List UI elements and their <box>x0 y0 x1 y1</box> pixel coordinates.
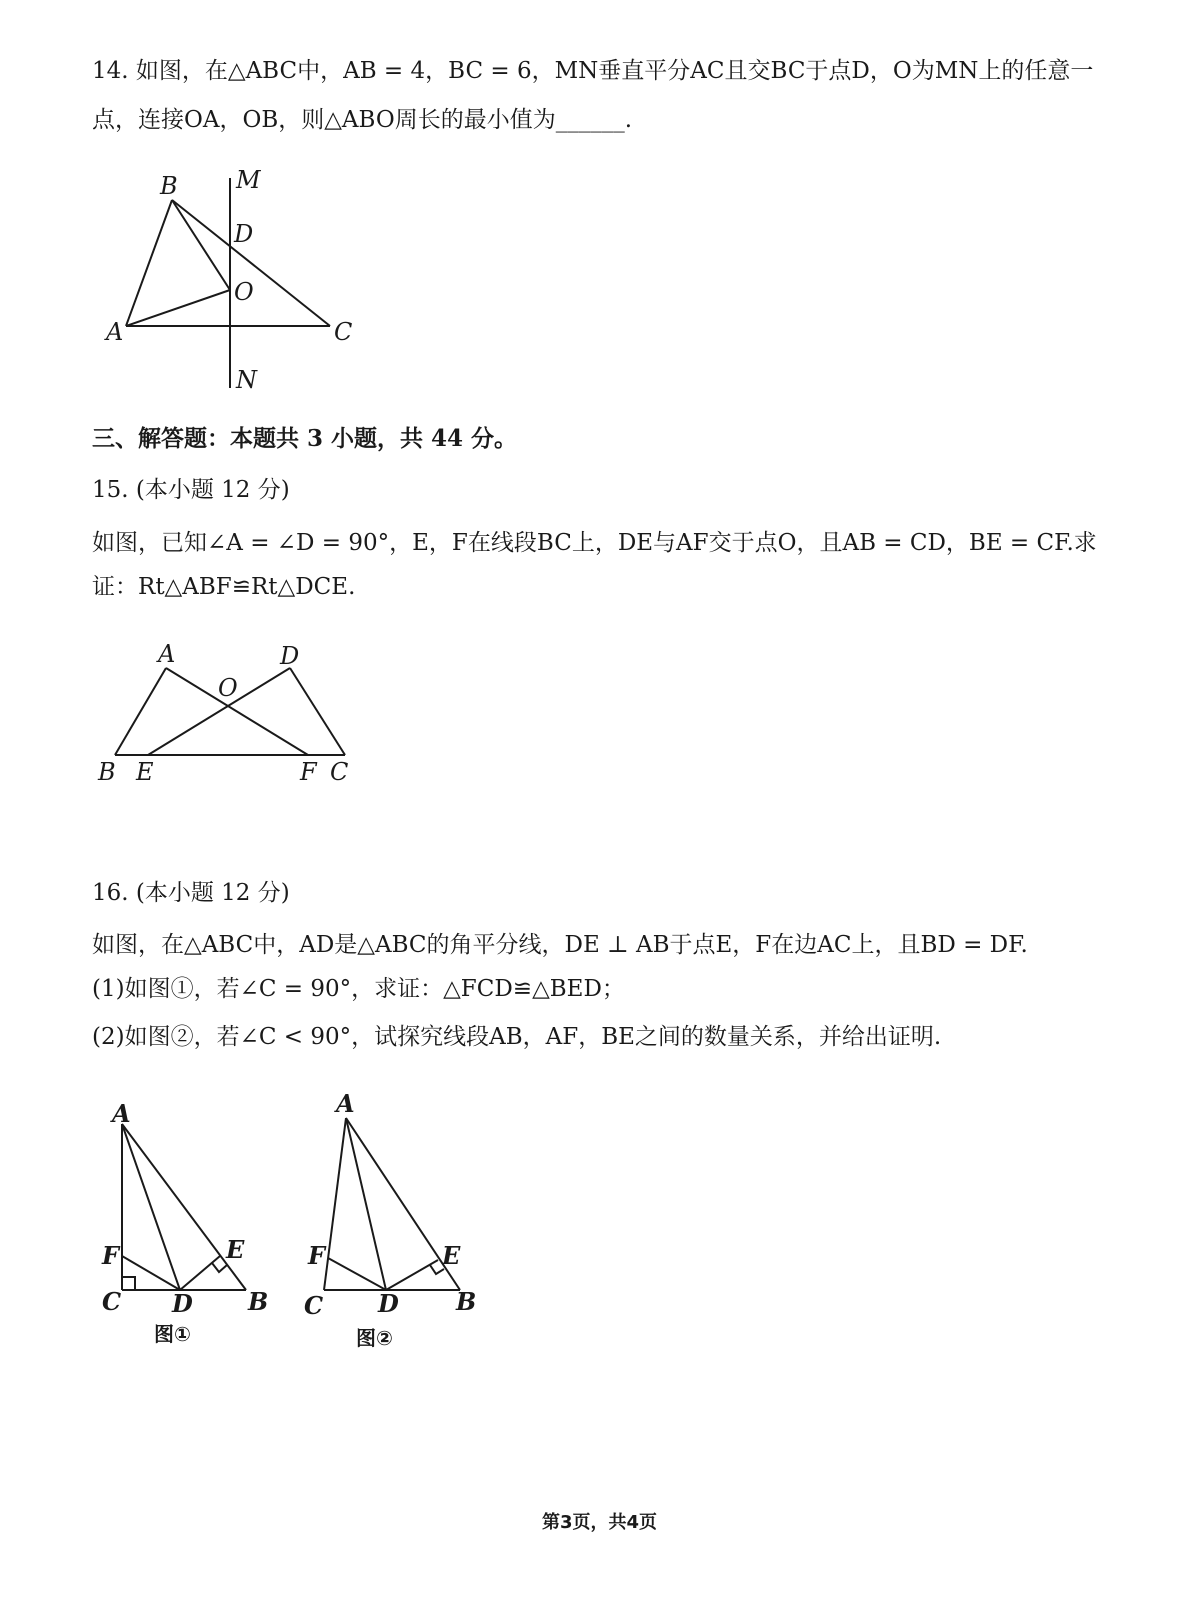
q14-figure <box>0 0 1199 400</box>
q15-label-C: C <box>330 758 349 786</box>
fig2-label-E: E <box>442 1241 461 1270</box>
q15-text-line1: 如图，已知∠A = ∠D = 90°，E，F在线段BC上，DE与AF交于点O，且AB = CD，BE = CF.求 <box>92 530 1097 556</box>
q14-label-O: O <box>234 278 254 306</box>
q15-label-B: B <box>98 758 116 786</box>
page-number: 第3页，共4页 <box>541 1512 658 1533</box>
q14-label-M: M <box>236 166 261 194</box>
fig1-caption: 图① <box>154 1322 191 1346</box>
q14-text-line2: 点，连接OA，OB，则△ABO周长的最小值为______. <box>92 107 633 133</box>
fig1-line-AB <box>122 1124 246 1290</box>
fig1-label-F: F <box>102 1241 120 1270</box>
q15-header: 15. (本小题 12 分) <box>92 477 290 503</box>
fig1-right-angle-C <box>122 1277 135 1290</box>
fig2-line-DE <box>386 1260 438 1290</box>
fig2-label-F: F <box>308 1241 326 1270</box>
fig2-label-B: B <box>456 1287 477 1316</box>
fig1-label-C: C <box>102 1287 122 1316</box>
fig2-caption: 图② <box>356 1326 393 1350</box>
q15-figure <box>0 630 1199 800</box>
fig2-label-A: A <box>336 1089 355 1118</box>
q14-label-C: C <box>334 318 353 346</box>
q14-line-BO <box>172 200 230 290</box>
q14-text-line1: 14. 如图，在△ABC中，AB = 4，BC = 6，MN垂直平分AC且交BC于点D，O为MN上的任意一 <box>92 58 1094 84</box>
q16-text-line3: (2)如图②，若∠C < 90°，试探究线段AB，AF，BE之间的数量关系，并给出证明. <box>92 1024 942 1050</box>
q15-line-DC <box>290 668 345 755</box>
fig2-label-C: C <box>304 1291 324 1320</box>
fig1-right-angle-E <box>212 1263 227 1272</box>
q16-header: 16. (本小题 12 分) <box>92 880 290 906</box>
q16-figure-2 <box>280 1080 500 1320</box>
fig1-line-AD <box>122 1124 180 1290</box>
q15-text-line2: 证：Rt△ABF≌Rt△DCE. <box>92 574 356 600</box>
fig2-label-D: D <box>378 1289 399 1318</box>
q15-label-A: A <box>158 640 176 668</box>
q14-line-AO <box>126 290 230 326</box>
fig1-label-E: E <box>226 1235 245 1264</box>
fig1-label-A: A <box>112 1099 131 1128</box>
q15-line-BA <box>115 668 166 755</box>
fig1-label-B: B <box>248 1287 269 1316</box>
q14-line-BA <box>126 200 172 326</box>
q14-label-A: A <box>106 318 124 346</box>
q15-label-F: F <box>300 758 317 786</box>
fig1-line-DE <box>180 1256 220 1290</box>
fig2-line-AD <box>346 1118 386 1290</box>
q15-label-E: E <box>136 758 154 786</box>
q14-label-N: N <box>236 366 257 394</box>
q16-text-line1: 如图，在△ABC中，AD是△ABC的角平分线，DE ⊥ AB于点E，F在边AC上，且BD = DF. <box>92 932 1028 958</box>
fig2-line-AC <box>324 1118 346 1290</box>
fig1-label-D: D <box>172 1289 193 1318</box>
q16-figure-1 <box>0 1080 320 1320</box>
fig1-line-FD <box>122 1256 180 1290</box>
fig2-line-FD <box>328 1258 386 1290</box>
q14-label-D: D <box>234 220 254 248</box>
q15-label-O: O <box>218 674 238 702</box>
q15-label-D: D <box>280 642 300 670</box>
section3-title: 三、解答题：本题共 3 小题，共 44 分。 <box>92 425 518 452</box>
q14-line-BC <box>172 200 330 326</box>
q14-label-B: B <box>160 172 178 200</box>
q16-text-line2: (1)如图①，若∠C = 90°，求证：△FCD≌△BED； <box>92 976 625 1002</box>
